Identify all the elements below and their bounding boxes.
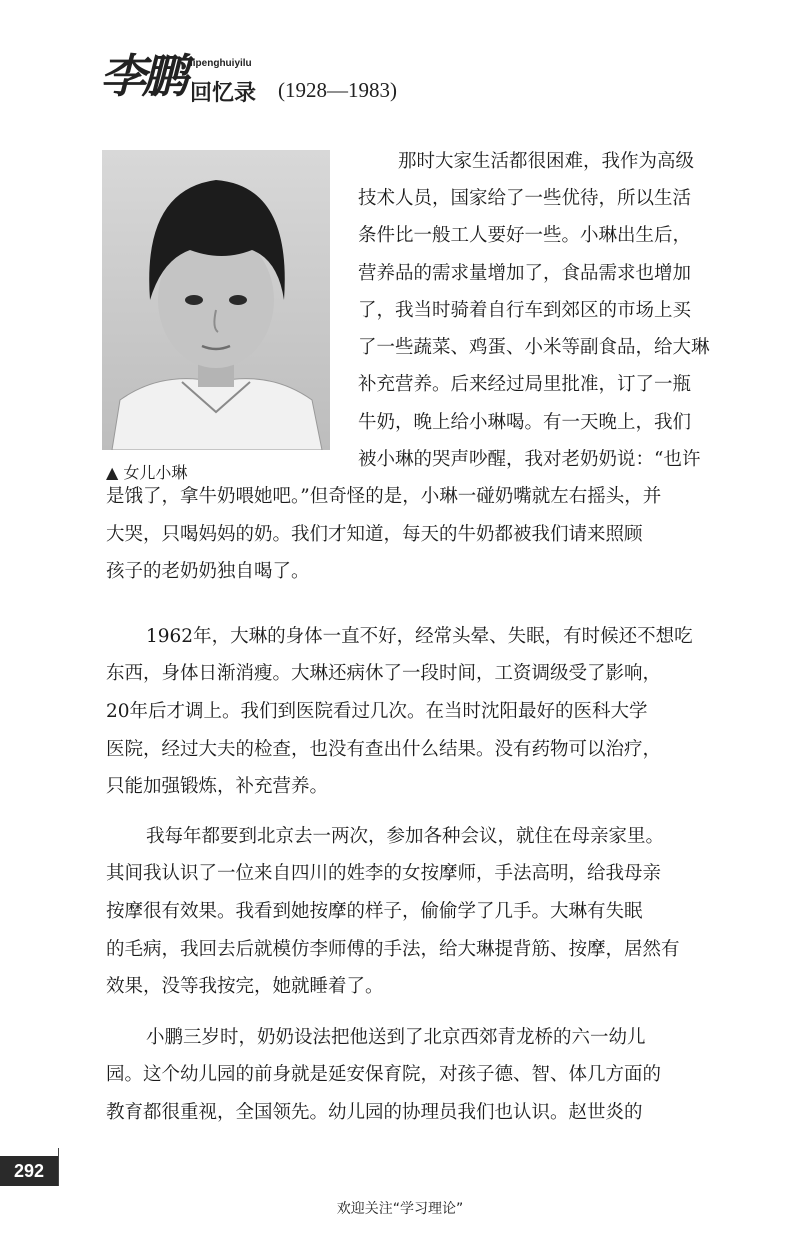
portrait-photo [102,150,330,450]
book-title: 回忆录 [190,81,257,106]
body-line: 我每年都要到北京去一两次，参加各种会议，就住在母亲家里。 [146,826,665,847]
body-line: 营养品的需求量增加了，食品需求也增加 [358,263,692,284]
book-header [100,48,520,118]
body-line: 的毛病，我回去后就模仿李师傅的手法，给大琳提背筋、按摩，居然有 [106,939,680,960]
body-line: 牛奶，晚上给小琳喝。有一天晚上，我们 [358,412,692,433]
body-line: 补充营养。后来经过局里批准，订了一瓶 [358,374,692,395]
title-pinyin: lipenghuiyilu [190,58,252,69]
body-line: 效果，没等我按完，她就睡着了。 [106,976,384,997]
child-portrait-image [102,150,330,450]
page-number-rule [58,1148,59,1186]
body-line: 了，我当时骑着自行车到郊区的市场上买 [358,300,692,321]
body-line: 那时大家生活都很困难，我作为高级 [398,151,695,172]
body-line: 条件比一般工人要好一些。小琳出生后， [358,225,692,246]
footer-note: 欢迎关注“学习理论” [336,1201,464,1217]
body-line: 1962年，大琳的身体一直不好，经常头晕、失眠，有时候还不想吃 [146,626,693,647]
body-line: 是饿了，拿牛奶喂她吧。”但奇怪的是，小琳一碰奶嘴就左右摇头，并 [106,486,662,507]
body-line: 被小琳的哭声吵醒，我对老奶奶说：“也许 [358,449,701,470]
body-line: 医院，经过大夫的检查，也没有查出什么结果。没有药物可以治疗， [106,739,662,760]
body-line: 孩子的老奶奶独自喝了。 [106,561,310,582]
author-signature: 李鹏 [100,49,184,103]
book-years: (1928—1983) [278,78,397,102]
body-line: 园。这个幼儿园的前身就是延安保育院，对孩子德、智、体几方面的 [106,1064,662,1085]
page-number: 292 [0,1156,58,1186]
body-line: 20年后才调上。我们到医院看过几次。在当时沈阳最好的医科大学 [106,701,648,722]
photo-caption: ▲ 女儿小琳 [106,463,188,482]
body-line: 小鹏三岁时，奶奶设法把他送到了北京西郊青龙桥的六一幼儿 [146,1027,646,1048]
body-line: 大哭，只喝妈妈的奶。我们才知道，每天的牛奶都被我们请来照顾 [106,524,643,545]
body-line: 技术人员，国家给了一些优待，所以生活 [358,188,692,209]
body-line: 东西，身体日渐消瘦。大琳还病休了一段时间，工资调级受了影响， [106,663,662,684]
body-line: 按摩很有效果。我看到她按摩的样子，偷偷学了几手。大琳有失眠 [106,901,643,922]
body-line: 其间我认识了一位来自四川的姓李的女按摩师，手法高明，给我母亲 [106,863,662,884]
body-line: 只能加强锻炼，补充营养。 [106,776,329,797]
body-line: 了一些蔬菜、鸡蛋、小米等副食品，给大琳 [358,337,710,358]
body-line: 教育都很重视，全国领先。幼儿园的协理员我们也认识。赵世炎的 [106,1102,643,1123]
